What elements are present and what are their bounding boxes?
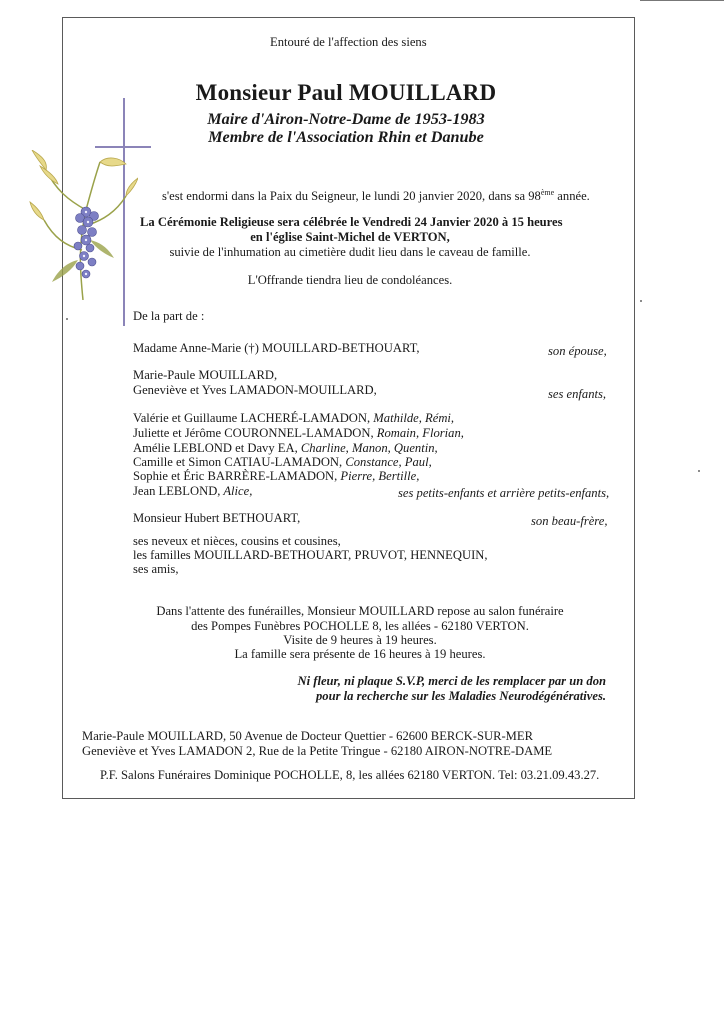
flower-illustration <box>28 150 138 300</box>
child-line1: Marie-Paule MOUILLARD, <box>133 368 278 382</box>
ceremony-line2: en l'église Saint-Michel de VERTON, <box>250 230 450 244</box>
grandchild-line: Camille et Simon CATIAU-LAMADON, Constance, Paul, <box>133 455 432 469</box>
request-line1: Ni fleur, ni plaque S.V.P, merci de les remplacer par un don <box>297 674 606 688</box>
ceremony-line1: La Cérémonie Religieuse sera célébrée le Vendredi 24 Janvier 2020 à 15 heures <box>140 215 563 229</box>
grandchild-line: Juliette et Jérôme COURONNEL-LAMADON, Romain, Florian, <box>133 426 464 440</box>
visitation-line1: Dans l'attente des funérailles, Monsieur MOUILLARD repose au salon funéraire <box>156 604 564 618</box>
brother-in-law-relation: son beau-frère, <box>531 514 608 528</box>
funeral-home-footer: P.F. Salons Funéraires Dominique POCHOLLE, 8, les allées 62180 VERTON. Tel: 03.21.09.43.27. <box>100 768 600 782</box>
intro-line: Entouré de l'affection des siens <box>270 35 427 49</box>
grandchild-line: Amélie LEBLOND et Davy EA, Charline, Manon, Quentin, <box>133 441 438 455</box>
burial-line: suivie de l'inhumation au cimetière dudit lieu dans le caveau de famille. <box>169 245 531 259</box>
role-mayor: Maire d'Airon-Notre-Dame de 1953-1983 <box>207 110 485 128</box>
deceased-name: Monsieur Paul MOUILLARD <box>195 80 497 105</box>
scan-speck <box>640 300 642 302</box>
spouse-relation: son épouse, <box>548 344 607 358</box>
scan-edge-line <box>640 0 724 5</box>
grandchild-line: Valérie et Guillaume LACHERÉ-LAMADON, Mathilde, Rémi, <box>133 411 455 425</box>
others-line: ses neveux et nièces, cousins et cousines, <box>133 534 341 548</box>
visitation-line3: Visite de 9 heures à 19 heures. <box>283 633 437 647</box>
visitation-line2: des Pompes Funèbres POCHOLLE 8, les allées - 62180 VERTON. <box>191 619 529 633</box>
scan-speck <box>698 470 700 472</box>
offering-line: L'Offrande tiendra lieu de condoléances. <box>247 273 453 287</box>
others-line: ses amis, <box>133 562 179 576</box>
others-line: les familles MOUILLARD-BETHOUART, PRUVOT, HENNEQUIN, <box>133 548 488 562</box>
scan-speck <box>66 318 68 320</box>
grandchildren-relation: ses petits-enfants et arrière petits-enfants, <box>398 486 610 500</box>
spouse-name: Madame Anne-Marie (†) MOUILLARD-BETHOUART, <box>133 341 420 355</box>
address-line1: Marie-Paule MOUILLARD, 50 Avenue de Docteur Quettier - 62600 BERCK-SUR-MER <box>82 729 533 743</box>
brother-in-law-name: Monsieur Hubert BETHOUART, <box>133 511 301 525</box>
role-association: Membre de l'Association Rhin et Danube <box>208 128 484 146</box>
address-line2: Geneviève et Yves LAMADON 2, Rue de la Petite Tringue - 62180 AIRON-NOTRE-DAME <box>82 744 553 758</box>
grandchild-line: Jean LEBLOND, Alice, <box>133 484 253 498</box>
children-relation: ses enfants, <box>548 387 607 401</box>
request-line2: pour la recherche sur les Maladies Neurodégénératives. <box>316 689 606 703</box>
grandchild-line: Sophie et Éric BARRÈRE-LAMADON, Pierre, Bertille, <box>133 469 420 483</box>
visitation-line4: La famille sera présente de 16 heures à 19 heures. <box>234 647 486 661</box>
passing-line: s'est endormi dans la Paix du Seigneur, le lundi 20 janvier 2020, dans sa 98ème année. <box>162 188 590 204</box>
family-intro: De la part de : <box>133 309 205 323</box>
child-line2: Geneviève et Yves LAMADON-MOUILLARD, <box>133 383 377 397</box>
